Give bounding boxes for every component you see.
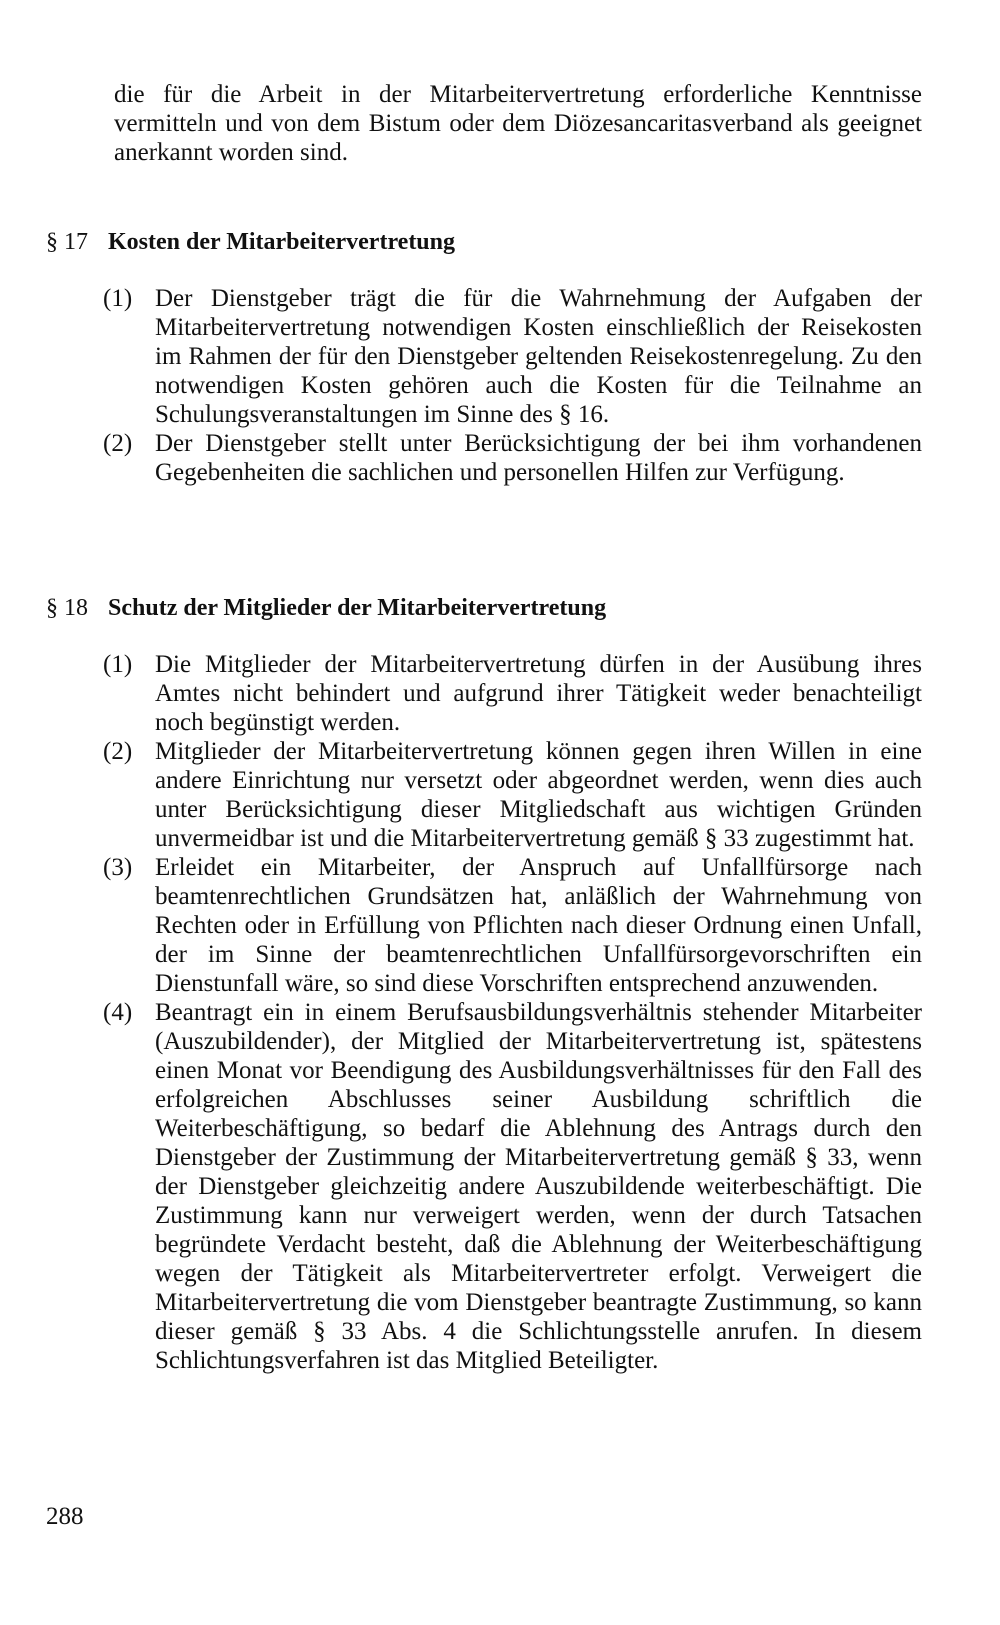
section-18-paragraph-1 (103, 650, 922, 737)
section-18-paragraph-2 (103, 737, 922, 853)
paragraph-number: (4) (103, 999, 133, 1026)
paragraph-number: (2) (103, 430, 133, 457)
section-17-number: § 17 (46, 229, 88, 255)
page-number: 288 (46, 1503, 84, 1530)
paragraph-number: (3) (103, 854, 133, 881)
section-18-paragraph-3 (103, 853, 922, 998)
paragraph-text: Der Dienstgeber trägt die für die Wahrnehmung der Aufgaben der Mitarbeitervertretung notwendigen Kosten einschließlich der Reisekosten im Rahmen der für den Dienstgeber geltenden Reisekostenregelung. Zu den notwendigen Kosten gehören auch die Kosten für die Teilnahme an Schulungsveranstaltungen im Sinne des § 16. (155, 285, 922, 428)
section-17-title: Kosten der Mitarbeitervertretung (108, 229, 456, 255)
paragraph-text: Die Mitglieder der Mitarbeitervertretung dürfen in der Ausübung ihres Amtes nicht behindert und aufgrund ihrer Tätigkeit weder benachteiligt noch begünstigt werden. (155, 651, 922, 736)
section-18-heading (46, 594, 606, 623)
paragraph-text: Der Dienstgeber stellt unter Berücksichtigung der bei ihm vorhandenen Gegebenheiten die sachlichen und personellen Hilfen zur Verfügung. (155, 430, 922, 486)
section-18-paragraphs (103, 650, 922, 1375)
section-18-title: Schutz der Mitglieder der Mitarbeitervertretung (108, 595, 607, 621)
paragraph-text: Mitglieder der Mitarbeitervertretung können gegen ihren Willen in eine andere Einrichtung nur versetzt oder abgeordnet werden, wenn dies auch unter Berücksichtigung dieser Mitgliedschaft aus wichtigen Gründen unvermeidbar ist und die Mitarbeitervertretung gemäß § 33 zugestimmt hat. (155, 738, 922, 852)
paragraph-text: Erleidet ein Mitarbeiter, der Anspruch auf Unfallfürsorge nach beamtenrechtlichen Grundsätzen hat, anläßlich der Wahrnehmung von Rechten oder in Erfüllung von Pflichten nach dieser Ordnung einen Unfall, der im Sinne der beamtenrechtlichen Unfallfürsorgevorschriften ein Dienstunfall wäre, so sind diese Vorschriften entsprechend anzuwenden. (155, 854, 922, 997)
section-17-paragraph-1 (103, 284, 922, 429)
section-17-heading (46, 228, 455, 257)
section-17-paragraph-2 (103, 429, 922, 487)
paragraph-number: (1) (103, 651, 133, 678)
paragraph-number: (2) (103, 738, 133, 765)
paragraph-text: Beantragt ein in einem Berufsausbildungsverhältnis stehender Mitarbeiter (Auszubildender), der Mitglied der Mitarbeitervertretung ist, spätestens einen Monat vor Beendigung des Ausbildungsverhältnisses für den Fall des erfolgreichen Abschlusses seiner Ausbildung schriftlich die Weiterbeschäftigung, so bedarf die Ablehnung des Antrags durch den Dienstgeber der Zustimmung der Mitarbeitervertretung gemäß § 33, wenn der Dienstgeber gleichzeitig andere Auszubildende weiterbeschäftigt. Die Zustimmung kann nur verweigert werden, wenn der durch Tatsachen begründete Verdacht besteht, daß die Ablehnung der Weiterbeschäftigung wegen der Tätigkeit als Mitarbeitervertreter erfolgt. Verweigert die Mitarbeitervertretung die vom Dienstgeber beantragte Zustimmung, so kann dieser gemäß § 33 Abs. 4 die Schlichtungsstelle anrufen. In diesem Schlichtungsverfahren ist das Mitglied Beteiligter. (155, 999, 922, 1374)
section-18-paragraph-4 (103, 998, 922, 1375)
paragraph-number: (1) (103, 285, 133, 312)
intro-paragraph: die für die Arbeit in der Mitarbeitervertretung erforderliche Kenntnisse vermitteln und von dem Bistum oder dem Diözesancaritasverband als geeignet anerkannt worden sind. (114, 81, 922, 166)
section-18-number: § 18 (46, 595, 88, 621)
section-17-paragraphs (103, 284, 922, 487)
